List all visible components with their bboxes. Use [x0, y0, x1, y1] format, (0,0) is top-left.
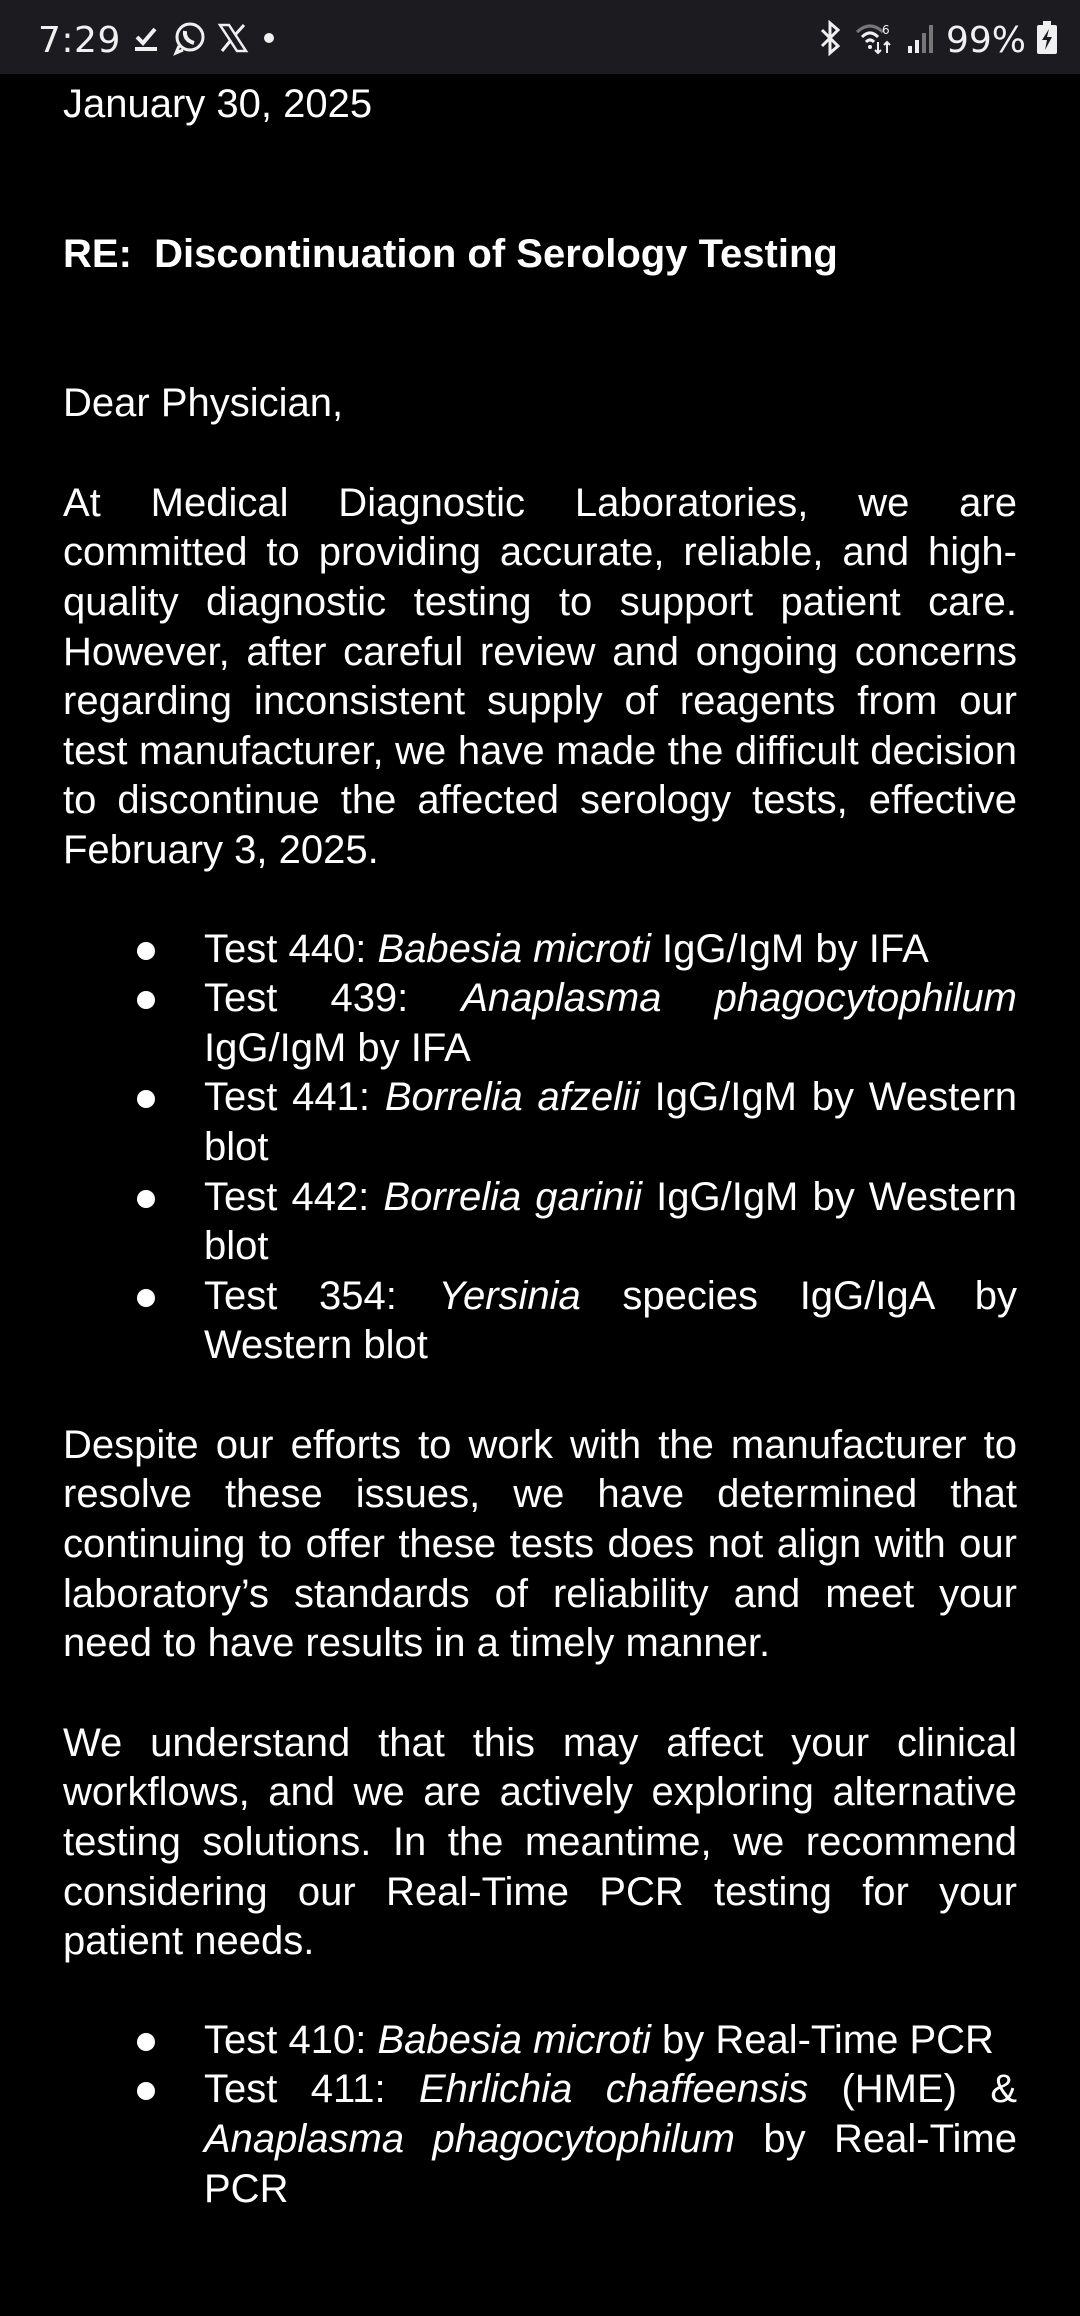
organism-name: Babesia microti: [377, 926, 651, 971]
more-dot-icon: [259, 28, 279, 52]
organism-name: Anaplasma phagocytophilum: [204, 2117, 735, 2161]
bullet-icon: [137, 1190, 155, 1208]
test-method: IgG/IgM by Western blot: [204, 1174, 1018, 1269]
bullet-icon: [137, 991, 155, 1009]
list-item: [63, 1173, 1017, 1272]
organism-name: Ehrlichia chaffeensis: [418, 2067, 809, 2112]
whatsapp-icon: [171, 20, 207, 60]
list-item: [63, 2016, 1017, 2066]
bullet-icon: [137, 942, 155, 960]
status-bar: [0, 0, 1080, 74]
letter-subject: RE: Discontinuation of Serology Testing: [63, 231, 838, 276]
organism-name: Yersinia: [438, 1273, 581, 1318]
download-done-icon: [131, 23, 161, 57]
test-detail: (HME) &: [808, 2067, 1018, 2112]
organism-name: Borrelia garinii: [383, 1174, 643, 1219]
status-bar-right: [816, 20, 1058, 60]
clock: 7:29: [38, 19, 121, 61]
bullet-icon: [137, 2033, 155, 2051]
bullet-icon: [137, 1090, 155, 1108]
bluetooth-icon: [816, 20, 844, 60]
organism-name: Anaplasma phagocytophilum: [461, 976, 1017, 1021]
test-number: Test 410:: [204, 2017, 378, 2062]
paragraph-reason: Despite our efforts to work with the manufacturer to resolve these issues, we have determined that continuing to offer these tests does not align with our laboratory’s standards of reliability and meet your need to have results in a timely manner.: [63, 1422, 1017, 1666]
test-method: species IgG/IgA by Western blot: [204, 1273, 1017, 1368]
test-number: Test 354:: [204, 1273, 439, 1318]
test-method: by Real-Time PCR: [650, 2017, 994, 2062]
test-number: Test 442:: [204, 1174, 384, 1219]
paragraph-alternatives: We understand that this may affect your clinical workflows, and we are actively exploring alternative testing solutions. In the meantime, we recommend considering our Real-Time PCR testing for your patient needs.: [63, 1720, 1017, 1964]
list-item: [63, 1272, 1017, 1371]
svg-text:6: 6: [881, 23, 890, 37]
test-number: Test 441:: [204, 1075, 385, 1120]
letter-document: [63, 74, 1017, 2214]
bullet-icon: [137, 1289, 155, 1307]
organism-name: Borrelia afzelii: [384, 1075, 640, 1120]
test-method: IgG/IgM by IFA: [650, 926, 929, 971]
list-item: [63, 974, 1017, 1073]
letter-date: January 30, 2025: [63, 82, 373, 126]
recommended-tests-list: [63, 2016, 1017, 2214]
x-twitter-icon: [217, 22, 249, 58]
battery-percent: 99%: [945, 19, 1026, 61]
test-method: by Real-Time PCR: [204, 2117, 1017, 2211]
list-item: [63, 2065, 1017, 2214]
organism-name: Babesia microti: [377, 2017, 651, 2062]
test-method: IgG/IgM by IFA: [204, 1025, 471, 1070]
test-number: Test 440:: [204, 926, 378, 971]
letter-salutation: Dear Physician,: [63, 381, 344, 426]
paragraph-intro: At Medical Diagnostic Laboratories, we are committed to providing accurate, reliable, and high-quality diagnostic testing to support patient care. However, after careful review and ongoing concerns regarding inconsistent supply of reagents from our test manufacturer, we have made the difficult decision to discontinue the affected serology tests, effective February 3, 2025.: [63, 480, 1017, 872]
list-item: [63, 925, 1017, 975]
bullet-icon: [137, 2082, 155, 2100]
discontinued-tests-list: [63, 925, 1017, 1371]
status-bar-left: [38, 20, 279, 60]
wifi-6-icon: [854, 20, 896, 60]
test-number: Test 439:: [204, 976, 462, 1021]
test-method: IgG/IgM by Western blot: [204, 1075, 1018, 1169]
cell-signal-icon: [906, 22, 936, 58]
test-number: Test 411:: [204, 2067, 419, 2112]
list-item: [63, 1073, 1017, 1172]
battery-charging-icon: [1036, 21, 1058, 59]
